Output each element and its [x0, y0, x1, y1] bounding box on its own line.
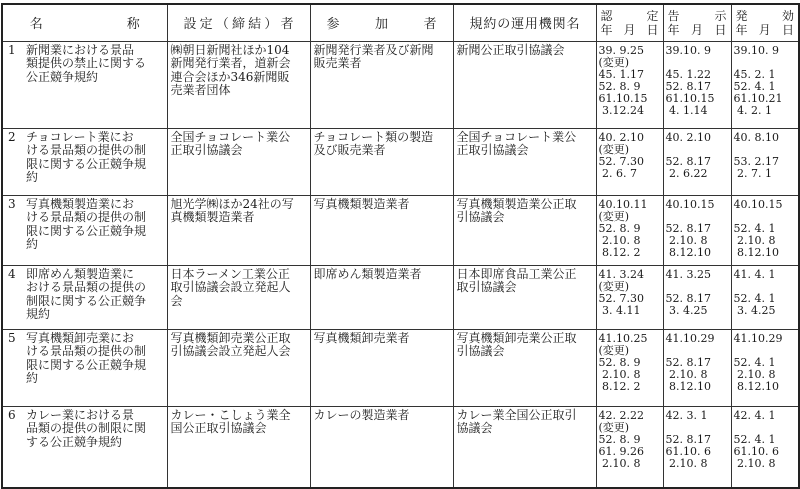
date-list: 40.10.11 (変更) 52. 8. 9 2.10. 8 8.12. 2	[598, 197, 648, 259]
cell-participant: 写真機類卸売業者	[310, 329, 453, 406]
cell-participant: カレーの製造業者	[310, 406, 453, 488]
date-list: 42. 3. 1 52. 8.17 61.10. 6 2.10. 8	[665, 408, 711, 470]
row-number: 6	[8, 407, 16, 422]
competition-rules-table	[1, 3, 800, 489]
date-list: 41. 4. 1 52. 4. 1 3. 4.25	[733, 267, 776, 317]
rule-name-text: 写真機類製造業にお ける景品類の提供の制 限に関する公正競争規 約	[26, 196, 147, 251]
cell-certified-dates	[596, 265, 663, 329]
row-number: 5	[8, 330, 16, 345]
cell-rule-name	[2, 128, 167, 195]
cell-effective-dates	[731, 195, 799, 265]
table-row	[2, 265, 799, 329]
header-certified-date: 認 定 年 月 日	[596, 4, 663, 41]
date-list: 41.10.29 52. 8.17 2.10. 8 8.12.10	[665, 331, 715, 393]
header-notice-date: 告 示 年 月 日	[663, 4, 731, 41]
cell-notice-dates	[663, 41, 731, 128]
cell-agency: カレー業全国公正取引 協議会	[453, 406, 596, 488]
header-party: 設定（締結）者	[167, 4, 310, 41]
cell-participant: 新聞発行業者及び新聞 販売業者	[310, 41, 453, 128]
table-row	[2, 329, 799, 406]
cell-party: ㈱朝日新聞社ほか104 新聞発行業者，道新会 連合会ほか346新聞販 売業者団体	[167, 41, 310, 128]
date-list: 40. 8.10 53. 2.17 2. 7. 1	[733, 130, 779, 180]
cell-rule-name	[2, 329, 167, 406]
cell-party: 日本ラーメン工業公正 取引協議会設立発起人 会	[167, 265, 310, 329]
date-list: 39. 9.25 (変更) 45. 1.17 52. 8. 9 61.10.15 3.12.24	[598, 43, 648, 117]
date-list: 40.10.15 52. 8.17 2.10. 8 8.12.10	[665, 197, 715, 259]
cell-effective-dates	[731, 329, 799, 406]
cell-effective-dates	[731, 41, 799, 128]
cell-rule-name	[2, 406, 167, 488]
date-list: 39.10. 9 45. 1.22 52. 8.17 61.10.15 4. 1.14	[665, 43, 715, 117]
cell-participant: 即席めん類製造業者	[310, 265, 453, 329]
cell-party: 旭光学㈱ほか24社の写 真機類製造業者	[167, 195, 310, 265]
row-number: 3	[8, 196, 16, 211]
cell-notice-dates	[663, 265, 731, 329]
cell-effective-dates	[731, 265, 799, 329]
row-number: 4	[8, 266, 16, 281]
table-row	[2, 128, 799, 195]
cell-agency: 日本即席食品工業公正 取引協議会	[453, 265, 596, 329]
cell-notice-dates	[663, 329, 731, 406]
date-list: 39.10. 9 45. 2. 1 52. 4. 1 61.10.21 4. 2. 1	[733, 43, 783, 117]
header-name: 名 称	[2, 4, 167, 41]
date-list: 41. 3.24 (変更) 52. 7.30 3. 4.11	[598, 267, 644, 317]
cell-participant: 写真機類製造業者	[310, 195, 453, 265]
date-list: 41.10.29 52. 4. 1 2.10. 8 8.12.10	[733, 331, 783, 393]
cell-party: カレー・こしょう業全 国公正取引協議会	[167, 406, 310, 488]
cell-rule-name	[2, 41, 167, 128]
cell-agency: 写真機類卸売業公正取 引協議会	[453, 329, 596, 406]
table-header-row	[2, 4, 799, 41]
cell-notice-dates	[663, 406, 731, 488]
date-list: 40.10.15 52. 4. 1 2.10. 8 8.12.10	[733, 197, 783, 259]
cell-certified-dates	[596, 128, 663, 195]
date-list: 40. 2.10 (変更) 52. 7.30 2. 6. 7	[598, 130, 644, 180]
date-list: 41. 3.25 52. 8.17 3. 4.25	[665, 267, 711, 317]
row-number: 1	[8, 42, 16, 57]
cell-rule-name	[2, 195, 167, 265]
date-list: 42. 4. 1 52. 4. 1 61.10. 6 2.10. 8	[733, 408, 779, 470]
cell-agency: 全国チョコレート業公 正取引協議会	[453, 128, 596, 195]
cell-certified-dates	[596, 329, 663, 406]
cell-agency: 新聞公正取引協議会	[453, 41, 596, 128]
header-agency: 規約の運用機関名	[453, 4, 596, 41]
cell-participant: チョコレート類の製造 及び販売業者	[310, 128, 453, 195]
rule-name-text: 新聞業における景品 類提供の禁止に関する 公正競争規約	[26, 42, 147, 84]
header-participant: 参 加 者	[310, 4, 453, 41]
table-row	[2, 41, 799, 128]
cell-certified-dates	[596, 406, 663, 488]
cell-party: 全国チョコレート業公 正取引協議会	[167, 128, 310, 195]
cell-agency: 写真機類製造業公正取 引協議会	[453, 195, 596, 265]
date-list: 41.10.25 (変更) 52. 8. 9 2.10. 8 8.12. 2	[598, 331, 648, 393]
cell-notice-dates	[663, 128, 731, 195]
cell-party: 写真機類卸売業公正取 引協議会設立発起人会	[167, 329, 310, 406]
row-number: 2	[8, 129, 16, 144]
cell-certified-dates	[596, 195, 663, 265]
rule-name-text: カレー業における景 品類の提供の制限に関 する公正競争規約	[26, 407, 147, 449]
cell-effective-dates	[731, 406, 799, 488]
table-row	[2, 406, 799, 488]
cell-notice-dates	[663, 195, 731, 265]
cell-certified-dates	[596, 41, 663, 128]
table-row	[2, 195, 799, 265]
header-effective-date: 発 効 年 月 日	[731, 4, 799, 41]
date-list: 40. 2.10 52. 8.17 2. 6.22	[665, 130, 711, 180]
rule-name-text: 即席めん類製造業に おける景品類の提供の 制限に関する公正競争 規約	[26, 266, 147, 321]
rule-name-text: チョコレート業にお ける景品類の提供の制 限に関する公正競争規 約	[26, 129, 147, 184]
date-list: 42. 2.22 (変更) 52. 8. 9 61. 9.26 2.10. 8	[598, 408, 644, 470]
cell-effective-dates	[731, 128, 799, 195]
rule-name-text: 写真機類卸売業にお ける景品類の提供の制 限に関する公正競争規 約	[26, 330, 147, 385]
cell-rule-name	[2, 265, 167, 329]
